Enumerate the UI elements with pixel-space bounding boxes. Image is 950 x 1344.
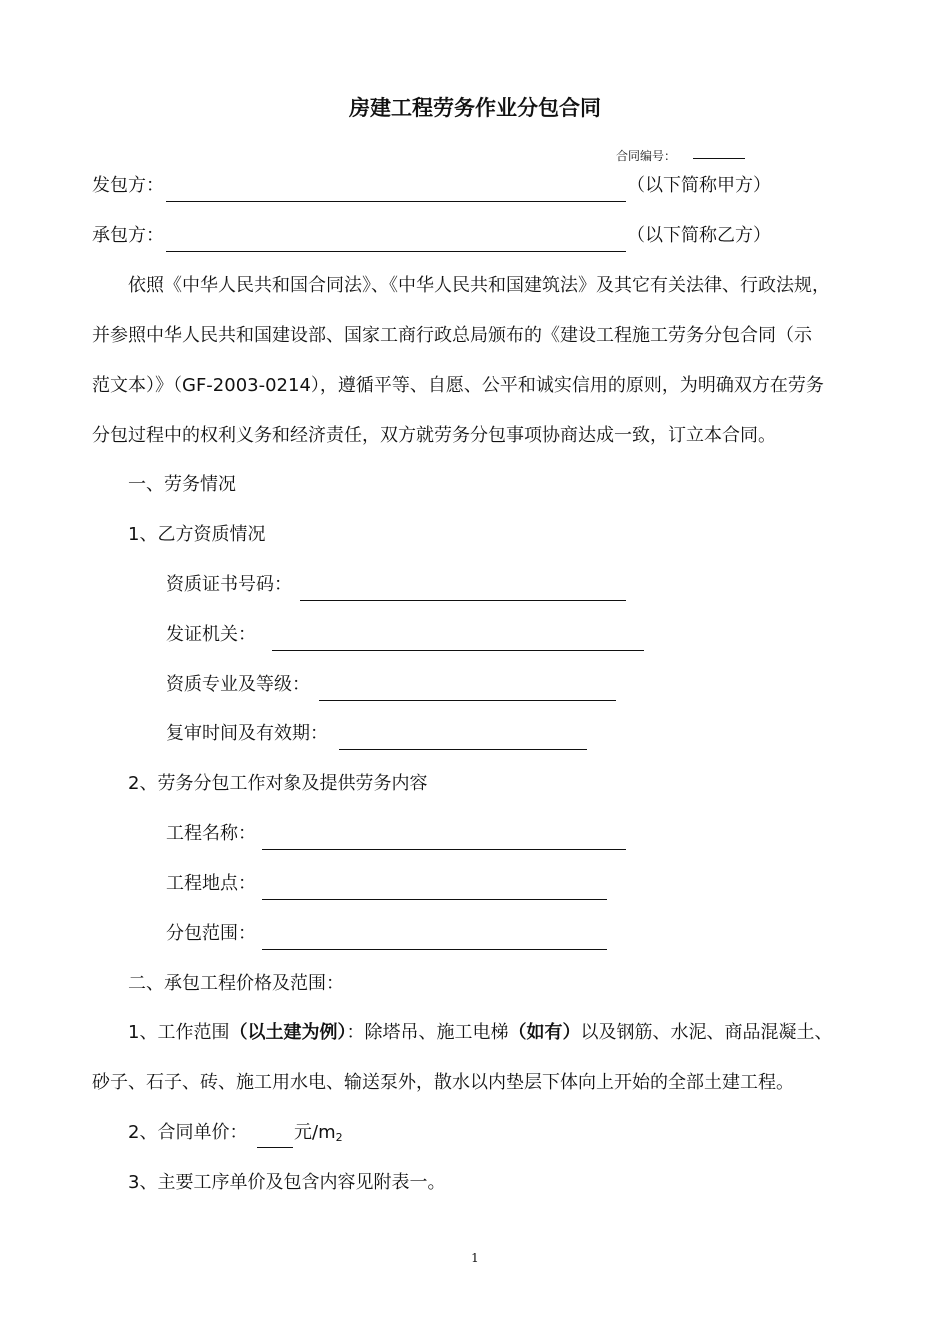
project-site-label: 工程地点：	[166, 873, 256, 894]
party-a-label: 发包方：	[92, 175, 164, 196]
intro-line-3: 范文本）》（GF-2003-0214），遵循平等、自愿、公平和诚实信用的原则，为明确双方在劳务	[92, 375, 824, 396]
subsection-1-heading: 1、乙方资质情况	[128, 524, 266, 545]
item-1-mid: ：除塔吊、施工电梯	[346, 1022, 509, 1043]
unit-price-blank[interactable]	[257, 1147, 293, 1148]
party-a-blank[interactable]	[166, 201, 626, 202]
party-a-suffix: （以下简称甲方）	[627, 175, 771, 196]
unit-price-unit-text: 元/m	[294, 1122, 336, 1143]
unit-price-label: 2、合同单价：	[128, 1122, 248, 1143]
item-1-line-2: 砂子、石子、砖、施工用水电、输送泵外，散水以内垫层下体向上开始的全部土建工程。	[92, 1072, 794, 1093]
unit-price-unit-exponent: 2	[335, 1131, 343, 1144]
page-number: 1	[471, 1251, 479, 1265]
document-title: 房建工程劳务作业分包合同	[349, 96, 601, 120]
item-3: 3、主要工序单价及包含内容见附表一。	[128, 1172, 446, 1193]
item-1-if-any-note: （如有）	[508, 1022, 581, 1043]
subsection-2-heading: 2、劳务分包工作对象及提供劳务内容	[128, 773, 428, 794]
cert-no-blank[interactable]	[300, 600, 626, 601]
issuer-label: 发证机关：	[166, 624, 256, 645]
contract-no-blank[interactable]	[693, 158, 745, 159]
cert-no-label: 资质证书号码：	[166, 574, 292, 595]
project-name-label: 工程名称：	[166, 823, 256, 844]
project-site-blank[interactable]	[262, 899, 607, 900]
item-1-rest: 以及钢筋、水泥、商品混凝土、	[580, 1022, 833, 1043]
item-1-prefix: 1、工作范围	[128, 1022, 230, 1043]
intro-line-1: 依照《中华人民共和国合同法》、《中华人民共和国建筑法》及其它有关法律、行政法规，	[128, 275, 830, 296]
party-b-suffix: （以下简称乙方）	[627, 225, 771, 246]
section-1-heading: 一、劳务情况	[128, 474, 236, 495]
grade-label: 资质专业及等级：	[166, 674, 310, 695]
review-label: 复审时间及有效期：	[166, 723, 328, 744]
project-name-blank[interactable]	[262, 849, 626, 850]
intro-line-4: 分包过程中的权利义务和经济责任，双方就劳务分包事项协商达成一致，订立本合同。	[92, 425, 776, 446]
scope-label: 分包范围：	[166, 923, 256, 944]
section-2-heading: 二、承包工程价格及范围：	[128, 973, 344, 994]
review-blank[interactable]	[339, 749, 587, 750]
contract-no-label: 合同编号：	[616, 149, 677, 163]
issuer-blank[interactable]	[272, 650, 644, 651]
intro-line-2: 并参照中华人民共和国建设部、国家工商行政总局颁布的《建设工程施工劳务分包合同（示	[92, 325, 812, 346]
item-1-line-1	[128, 1021, 832, 1045]
unit-price-unit	[294, 1121, 343, 1150]
item-1-example-note: （以土建为例）	[229, 1022, 347, 1043]
party-b-label: 承包方：	[92, 225, 164, 246]
scope-blank[interactable]	[262, 949, 607, 950]
grade-blank[interactable]	[319, 700, 616, 701]
party-b-blank[interactable]	[166, 251, 626, 252]
